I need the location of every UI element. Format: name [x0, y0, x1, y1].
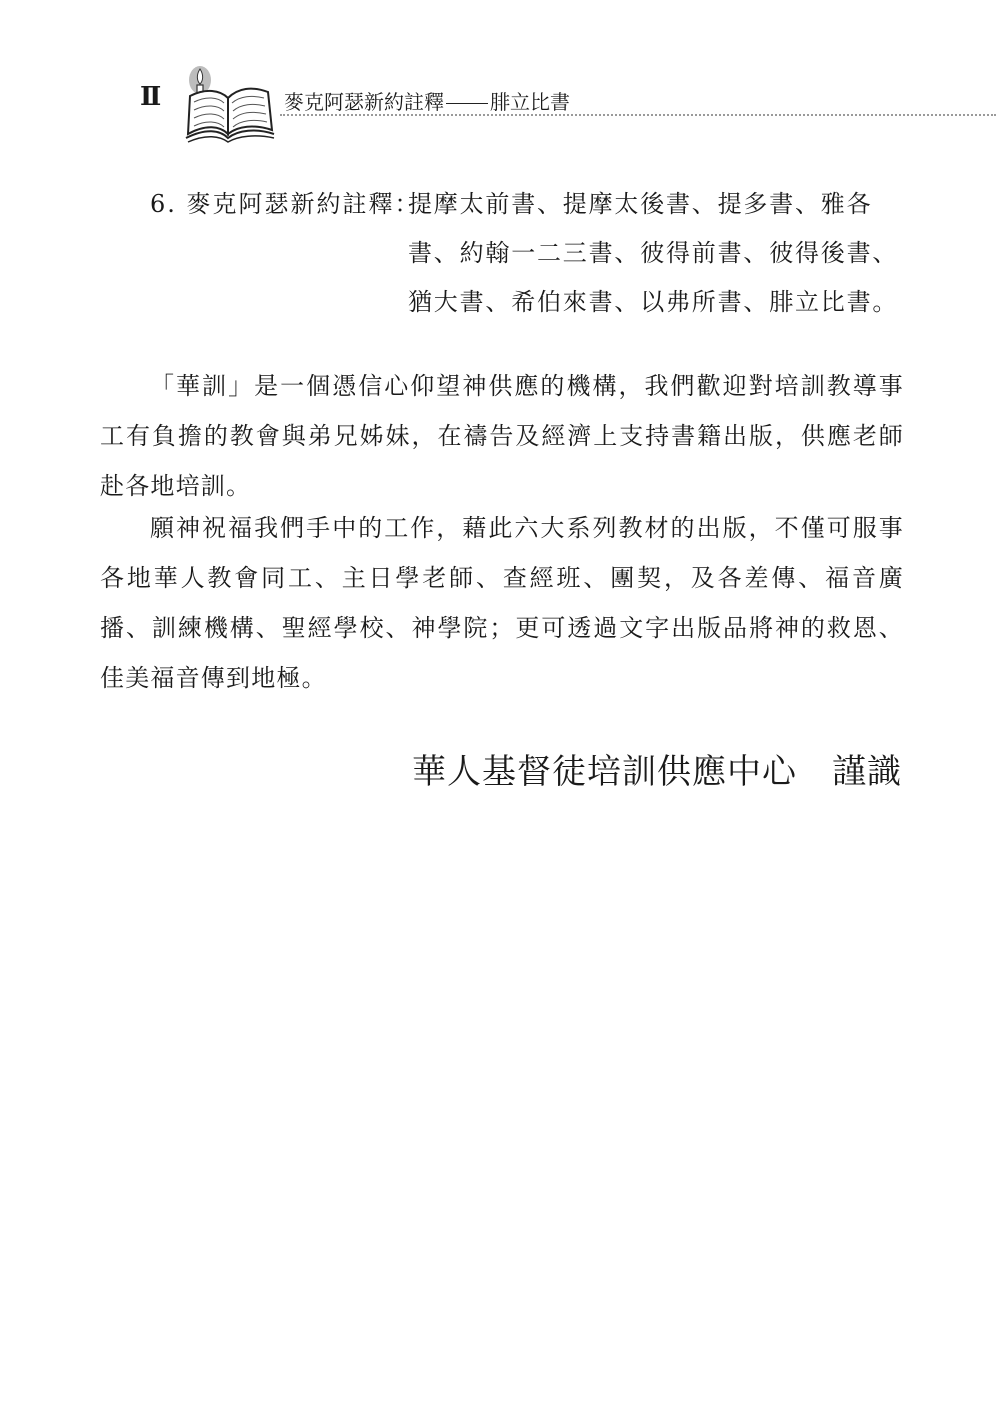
list-item-label: 6. 麥克阿瑟新約註釋： — [150, 190, 421, 218]
page-number: II — [140, 82, 159, 112]
book-title: 麥克阿瑟新約註釋 — [284, 90, 444, 114]
list-item-line: 猶大書、希伯來書、以弗所書、腓立比書。 — [408, 288, 899, 316]
running-header — [284, 86, 570, 115]
title-dash — [446, 103, 488, 104]
body-paragraph: 「華訓」是一個憑信心仰望神供應的機構，我們歡迎對培訓教導事工有負擔的教會與弟兄姊妹，在禱告及經濟上支持書籍出版，供應老師赴各地培訓。 — [100, 372, 904, 500]
open-book-candle-icon — [176, 64, 276, 146]
list-item-line: 書、約翰一二三書、彼得前書、彼得後書、 — [408, 239, 899, 267]
body-paragraph: 願神祝福我們手中的工作，藉此六大系列教材的出版，不僅可服事各地華人教會同工、主日學老師、查經班、團契，及各差傳、福音廣播、訓練機構、聖經學校、神學院；更可透過文字出版品將神的救恩、佳美福音傳到地極。 — [100, 514, 904, 692]
header-dotted-rule — [280, 114, 996, 116]
book-subtitle: 腓立比書 — [490, 90, 570, 114]
list-item-line: 提摩太前書、提摩太後書、提多書、雅各 — [408, 190, 873, 218]
signature: 華人基督徒培訓供應中心 謹識 — [412, 752, 902, 792]
